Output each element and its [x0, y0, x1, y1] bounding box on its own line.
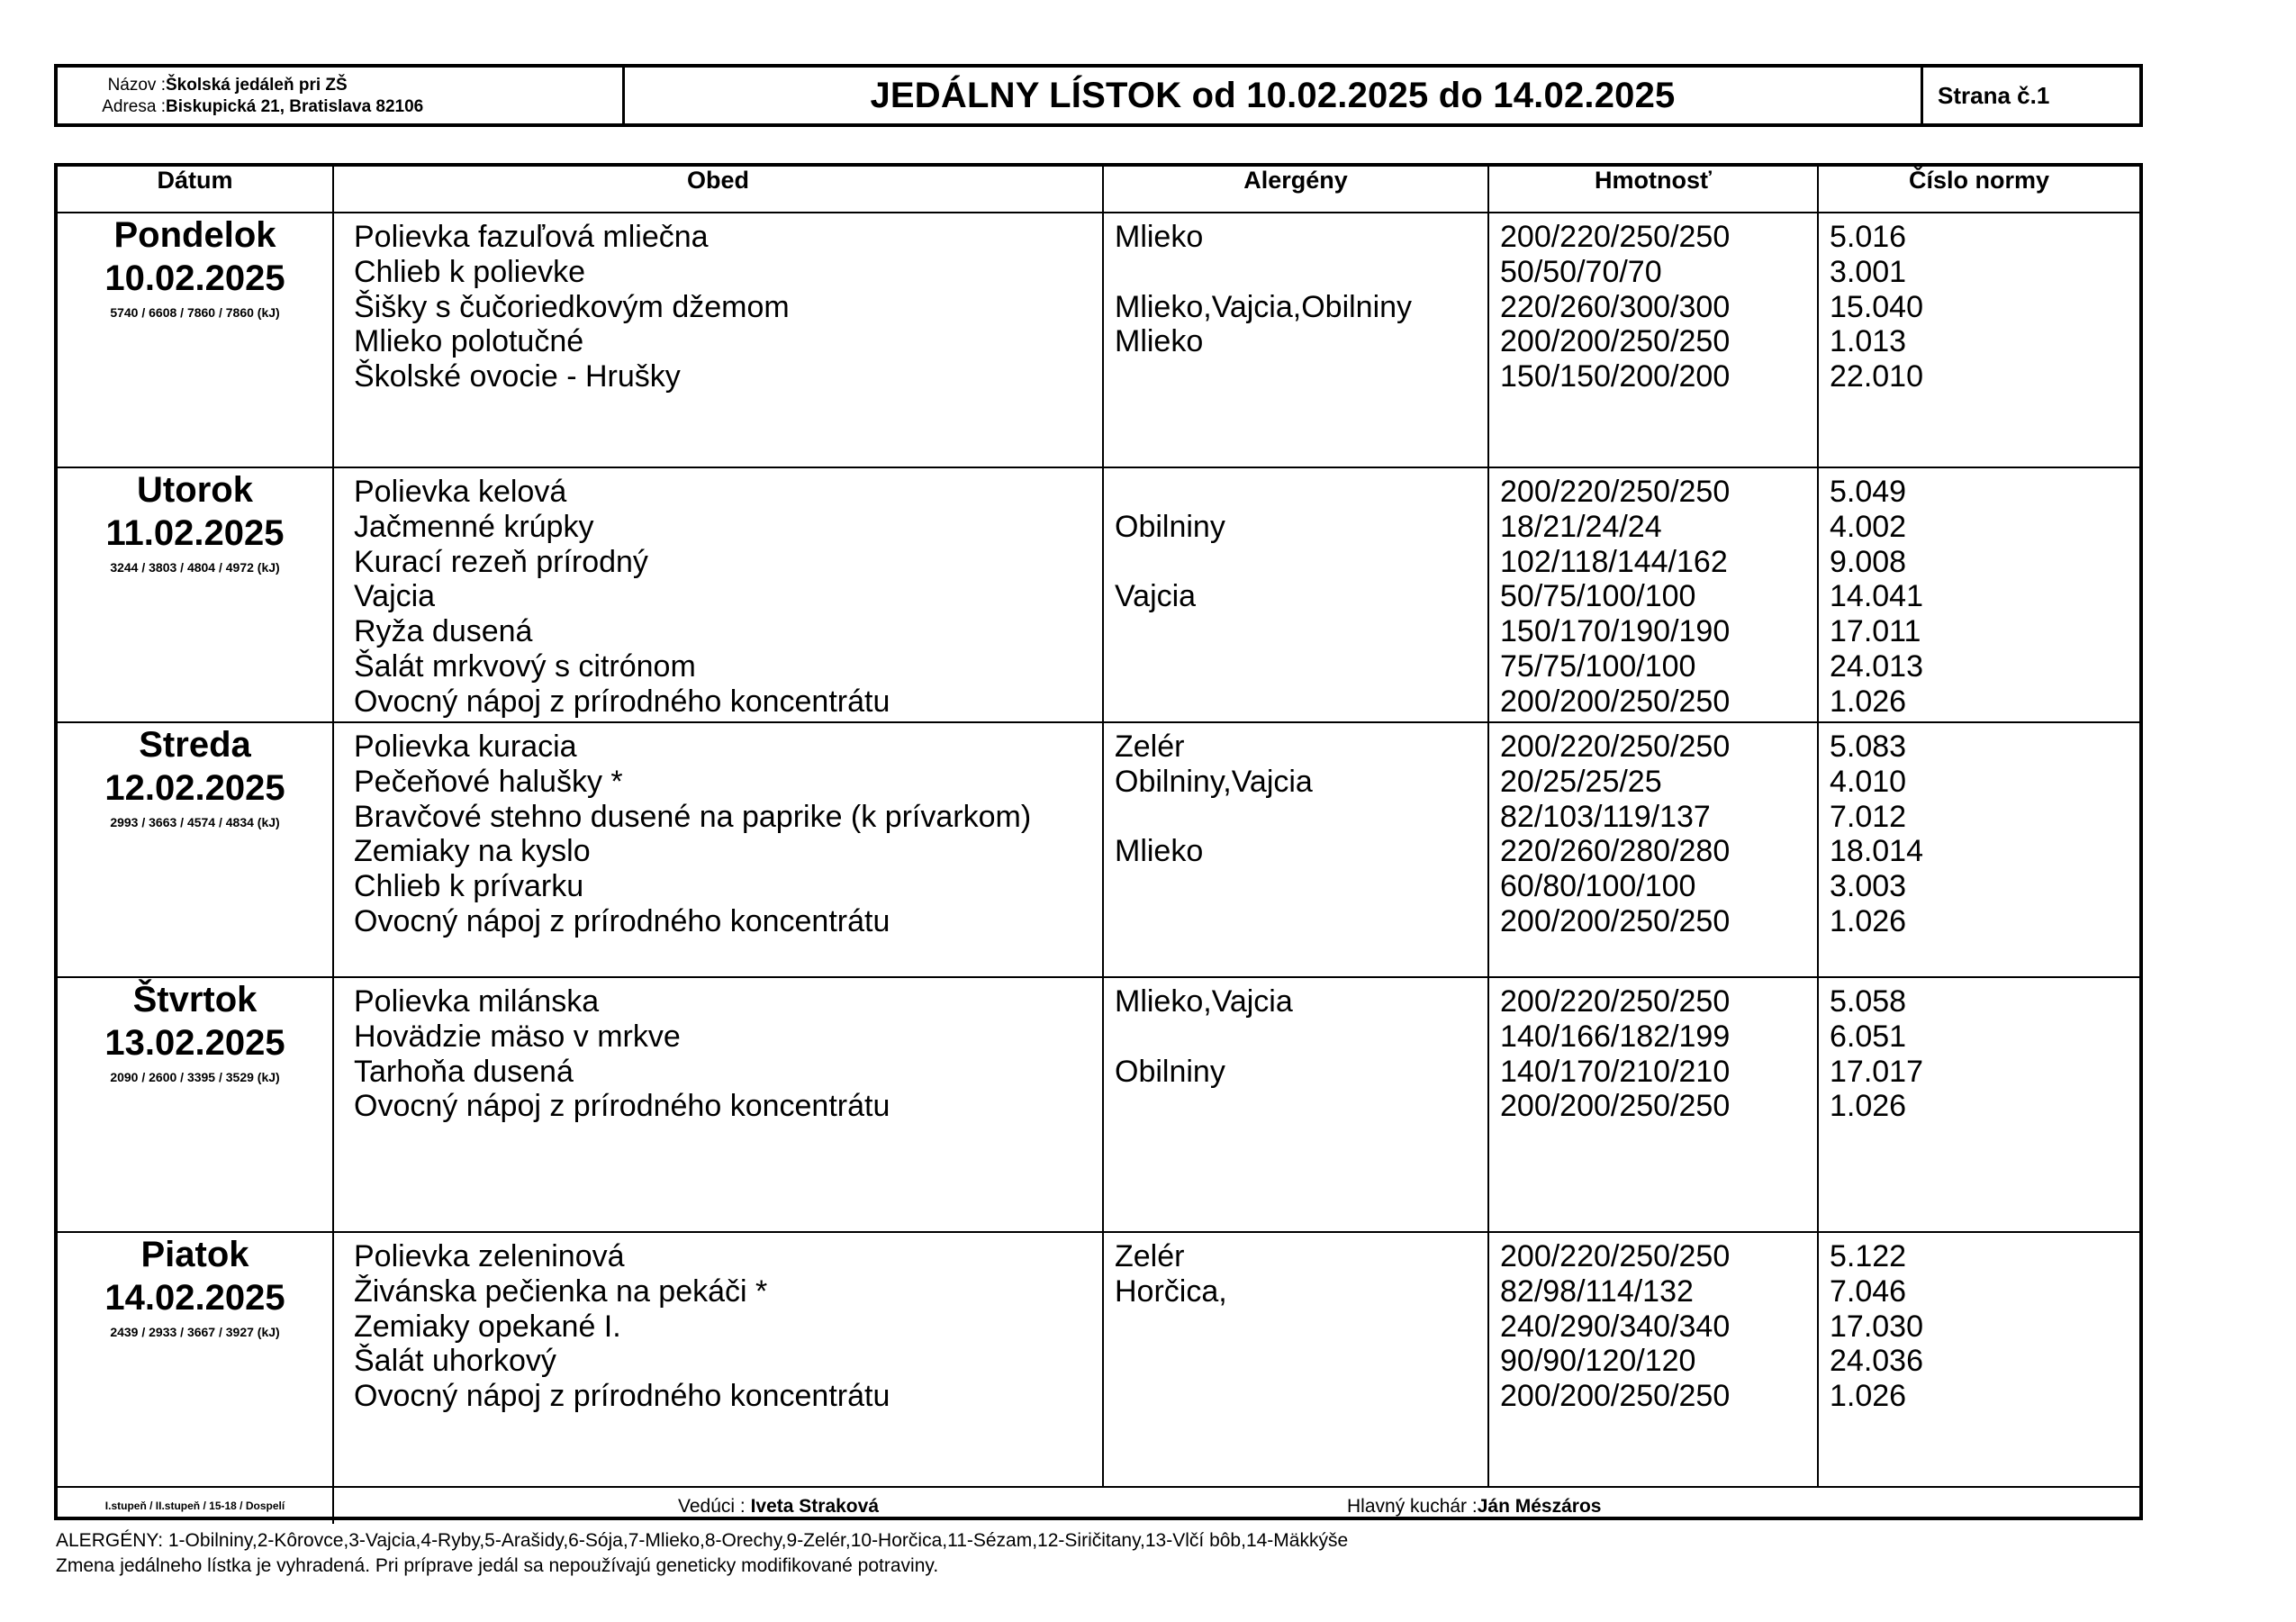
weight-cell [1488, 213, 1818, 467]
day-row [58, 977, 2139, 1232]
day-cell [58, 977, 333, 1232]
dish-norm: 4.010 [1830, 764, 1907, 799]
dishes-cell [333, 977, 1103, 1232]
header-box [54, 64, 2143, 127]
institution-address: Biskupická 21, Bratislava 82106 [166, 97, 424, 116]
dish-norm: 24.013 [1830, 648, 1923, 684]
norm-cell [1818, 213, 2139, 467]
dish-name: Chlieb k polievke [354, 254, 586, 289]
dish-name: Tarhoňa dusená [354, 1054, 574, 1089]
dish-norm: 5.083 [1830, 729, 1907, 764]
dish-norm: 17.017 [1830, 1054, 1923, 1089]
allergens-cell [1103, 213, 1488, 467]
manager-name: Iveta Straková [750, 1496, 879, 1517]
table-header-row [58, 167, 2139, 213]
dish-allergens: Mlieko [1115, 834, 1204, 869]
dish-name: Polievka fazuľová mliečna [354, 220, 709, 254]
dish-weight: 200/200/250/250 [1500, 324, 1731, 359]
dish-norm: 22.010 [1830, 359, 1923, 394]
dish-allergens: Mlieko [1115, 220, 1204, 254]
institution-address-row [74, 96, 622, 118]
dish-allergens [1115, 904, 1487, 939]
column-header-allergens: Alergény [1103, 167, 1488, 213]
dish-norm: 17.030 [1830, 1309, 1923, 1344]
day-energy-kj: 5740 / 6608 / 7860 / 7860 (kJ) [110, 305, 280, 320]
dish-name: Jačmenné krúpky [354, 509, 594, 544]
dish-weight: 140/166/182/199 [1500, 1019, 1731, 1054]
day-rows [58, 213, 2139, 1487]
dish-norm: 7.046 [1830, 1273, 1907, 1309]
dish-norm: 1.026 [1830, 1089, 1907, 1124]
dish-allergens [1115, 1309, 1487, 1345]
dish-weight: 200/220/250/250 [1500, 1239, 1731, 1273]
dish-weight: 200/220/250/250 [1500, 220, 1731, 254]
institution-block [58, 68, 625, 123]
dish-name: Živánska pečienka na pekáči * [354, 1273, 768, 1309]
dish-allergens [1115, 1379, 1487, 1414]
dish-weight: 220/260/280/280 [1500, 834, 1731, 869]
dish-norm: 14.041 [1830, 579, 1923, 614]
dish-name: Šišky s čučoriedkovým džemom [354, 289, 790, 324]
dish-name: Ovocný nápoj z prírodného koncentrátu [354, 903, 890, 938]
dish-name: Zemiaky opekané I. [354, 1309, 621, 1344]
dish-weight: 75/75/100/100 [1500, 648, 1696, 684]
dish-name: Ovocný nápoj z prírodného koncentrátu [354, 684, 890, 719]
dish-name: Šalát mrkvový s citrónom [354, 648, 696, 684]
day-cell [58, 722, 333, 977]
dish-name: Polievka milánska [354, 984, 600, 1019]
day-cell [58, 1232, 333, 1487]
day-row [58, 467, 2139, 722]
dish-norm: 1.026 [1830, 903, 1907, 938]
dish-weight: 200/200/250/250 [1500, 1379, 1731, 1414]
day-row [58, 213, 2139, 467]
day-energy-kj: 2090 / 2600 / 3395 / 3529 (kJ) [110, 1070, 280, 1084]
allergens-cell [1103, 722, 1488, 977]
portion-groups: I.stupeň / II.stupeň / 15-18 / Dospelí [104, 1500, 285, 1512]
dish-name: Kurací rezeň prírodný [354, 544, 648, 579]
dish-weight: 50/50/70/70 [1500, 254, 1662, 289]
column-header-date: Dátum [58, 167, 333, 213]
dish-allergens [1115, 255, 1487, 290]
dish-allergens: Obilniny [1115, 509, 1225, 544]
day-name: Štvrtok [132, 980, 258, 1019]
dish-allergens [1115, 684, 1487, 720]
day-date: 14.02.2025 [104, 1278, 285, 1318]
allergens-legend: ALERGÉNY: 1-Obilniny,2-Kôrovce,3-Vajcia,4-Ryby,5-Arašidy,6-Sója,7-Mlieko,8-Orechy,9-Zelér,10-Horčica,11-Sézam,12-Siričitany,13-Vlčí bôb,14-Mäkkýše [56, 1530, 1349, 1551]
dish-weight: 90/90/120/120 [1500, 1344, 1696, 1379]
dish-weight: 220/260/300/300 [1500, 289, 1731, 324]
day-date: 13.02.2025 [104, 1023, 285, 1063]
dish-allergens [1115, 869, 1487, 904]
dish-allergens: Obilniny,Vajcia [1115, 764, 1313, 799]
day-date: 10.02.2025 [104, 258, 285, 298]
dish-name: Ovocný nápoj z prírodného koncentrátu [354, 1089, 890, 1124]
day-name: Pondelok [113, 215, 276, 255]
institution-name-row [74, 75, 622, 96]
dish-allergens: Zelér [1115, 729, 1185, 764]
dish-name: Školské ovocie - Hrušky [354, 359, 681, 394]
dish-norm: 5.058 [1830, 984, 1907, 1019]
norm-cell [1818, 1232, 2139, 1487]
dish-norm: 24.036 [1830, 1344, 1923, 1379]
dish-norm: 5.016 [1830, 220, 1907, 254]
dish-name: Hovädzie mäso v mrkve [354, 1019, 681, 1054]
dish-weight: 200/200/250/250 [1500, 684, 1731, 719]
dish-weight: 82/98/114/132 [1500, 1273, 1694, 1309]
day-cell [58, 213, 333, 467]
dish-allergens [1115, 800, 1487, 835]
dish-allergens: Obilniny [1115, 1054, 1225, 1089]
dish-name: Ovocný nápoj z prírodného koncentrátu [354, 1379, 890, 1414]
dish-allergens [1115, 1019, 1487, 1055]
dish-norm: 3.001 [1830, 254, 1907, 289]
dish-allergens [1115, 1089, 1487, 1124]
dishes-cell [333, 1232, 1103, 1487]
chef-name: Ján Mészáros [1477, 1496, 1602, 1517]
dish-name: Vajcia [354, 579, 436, 614]
dish-norm: 17.011 [1830, 614, 1921, 649]
dish-allergens: Vajcia [1115, 579, 1197, 614]
weight-cell [1488, 977, 1818, 1232]
dish-allergens [1115, 359, 1487, 394]
dish-weight: 82/103/119/137 [1500, 799, 1711, 834]
signatures-cell [333, 1487, 2139, 1524]
dish-name: Pečeňové halušky * [354, 764, 623, 799]
allergens-cell [1103, 467, 1488, 722]
day-date: 11.02.2025 [105, 513, 285, 553]
dish-allergens: Mlieko,Vajcia,Obilniny [1115, 289, 1413, 324]
day-row [58, 1232, 2139, 1487]
groups-cell [58, 1487, 333, 1524]
dishes-cell [333, 467, 1103, 722]
institution-name: Školská jedáleň pri ZŠ [166, 76, 348, 95]
dish-norm: 9.008 [1830, 544, 1907, 579]
manager-signature [678, 1496, 879, 1518]
dish-allergens: Mlieko [1115, 324, 1204, 359]
dish-weight: 240/290/340/340 [1500, 1309, 1731, 1344]
dish-norm: 5.122 [1830, 1239, 1907, 1273]
dish-norm: 5.049 [1830, 475, 1907, 509]
column-header-norm: Číslo normy [1818, 167, 2139, 213]
day-date: 12.02.2025 [104, 768, 285, 808]
title-block [625, 68, 1923, 123]
allergens-cell [1103, 1232, 1488, 1487]
dish-allergens: Zelér [1115, 1239, 1185, 1273]
menu-table-box [54, 163, 2143, 1520]
column-header-lunch: Obed [333, 167, 1103, 213]
dish-name: Šalát uhorkový [354, 1344, 556, 1379]
page-title: JEDÁLNY LÍSTOK od 10.02.2025 do 14.02.2025 [870, 75, 1676, 115]
disclaimer: Zmena jedálneho lístka je vyhradená. Pri príprave jedál sa nepoužívajú geneticky modifikované potraviny. [56, 1555, 939, 1576]
dish-allergens [1115, 475, 1487, 510]
chef-signature [1347, 1496, 1601, 1518]
dish-weight: 200/200/250/250 [1500, 903, 1731, 938]
day-energy-kj: 2993 / 3663 / 4574 / 4834 (kJ) [110, 815, 280, 829]
dish-weight: 150/150/200/200 [1500, 359, 1731, 394]
dish-allergens [1115, 545, 1487, 580]
dish-norm: 18.014 [1830, 834, 1923, 869]
dishes-cell [333, 213, 1103, 467]
dish-allergens: Horčica, [1115, 1273, 1227, 1309]
day-name: Streda [139, 725, 251, 765]
dish-norm: 1.026 [1830, 684, 1907, 719]
dish-norm: 15.040 [1830, 289, 1923, 324]
weight-cell [1488, 467, 1818, 722]
dish-name: Mlieko polotučné [354, 324, 584, 359]
manager-label: Vedúci : [678, 1496, 746, 1517]
dish-weight: 20/25/25/25 [1500, 764, 1662, 799]
dish-name: Ryža dusená [354, 614, 533, 649]
dish-weight: 102/118/144/162 [1500, 544, 1728, 579]
dish-allergens [1115, 614, 1487, 649]
day-name: Piatok [140, 1235, 249, 1274]
dish-weight: 140/170/210/210 [1500, 1054, 1731, 1089]
day-name: Utorok [137, 470, 253, 510]
dish-norm: 7.012 [1830, 799, 1907, 834]
signature-row [58, 1487, 2139, 1524]
dish-weight: 50/75/100/100 [1500, 579, 1696, 614]
menu-table [58, 167, 2139, 1524]
dish-weight: 18/21/24/24 [1500, 509, 1662, 544]
dish-norm: 6.051 [1830, 1019, 1907, 1054]
dish-name: Polievka kuracia [354, 729, 577, 764]
dish-allergens [1115, 649, 1487, 684]
name-label: Názov : [107, 76, 166, 95]
day-cell [58, 467, 333, 722]
dishes-cell [333, 722, 1103, 977]
dish-allergens: Mlieko,Vajcia [1115, 984, 1293, 1019]
dish-name: Polievka kelová [354, 475, 567, 509]
dish-norm: 3.003 [1830, 869, 1907, 904]
dish-allergens [1115, 1344, 1487, 1379]
address-label: Adresa : [102, 97, 166, 116]
day-energy-kj: 3244 / 3803 / 4804 / 4972 (kJ) [110, 560, 280, 575]
dish-name: Bravčové stehno dusené na paprike (k prívarkom) [354, 799, 1032, 834]
dish-weight: 200/220/250/250 [1500, 729, 1731, 764]
norm-cell [1818, 467, 2139, 722]
dish-weight: 60/80/100/100 [1500, 869, 1696, 904]
dish-name: Zemiaky na kyslo [354, 834, 591, 869]
dish-norm: 1.013 [1830, 324, 1907, 359]
day-energy-kj: 2439 / 2933 / 3667 / 3927 (kJ) [110, 1325, 280, 1339]
column-header-weight: Hmotnosť [1488, 167, 1818, 213]
norm-cell [1818, 977, 2139, 1232]
day-row [58, 722, 2139, 977]
dish-weight: 200/220/250/250 [1500, 475, 1731, 509]
norm-cell [1818, 722, 2139, 977]
dish-weight: 150/170/190/190 [1500, 614, 1731, 649]
chef-label: Hlavný kuchár : [1347, 1496, 1478, 1517]
weight-cell [1488, 722, 1818, 977]
dish-name: Polievka zeleninová [354, 1239, 625, 1273]
page-number-block [1923, 68, 2139, 123]
dish-norm: 4.002 [1830, 509, 1907, 544]
dish-weight: 200/200/250/250 [1500, 1089, 1731, 1124]
weight-cell [1488, 1232, 1818, 1487]
dish-name: Chlieb k prívarku [354, 869, 584, 904]
page-number: Strana č.1 [1938, 82, 2050, 109]
allergens-cell [1103, 977, 1488, 1232]
dish-norm: 1.026 [1830, 1379, 1907, 1414]
dish-weight: 200/220/250/250 [1500, 984, 1731, 1019]
